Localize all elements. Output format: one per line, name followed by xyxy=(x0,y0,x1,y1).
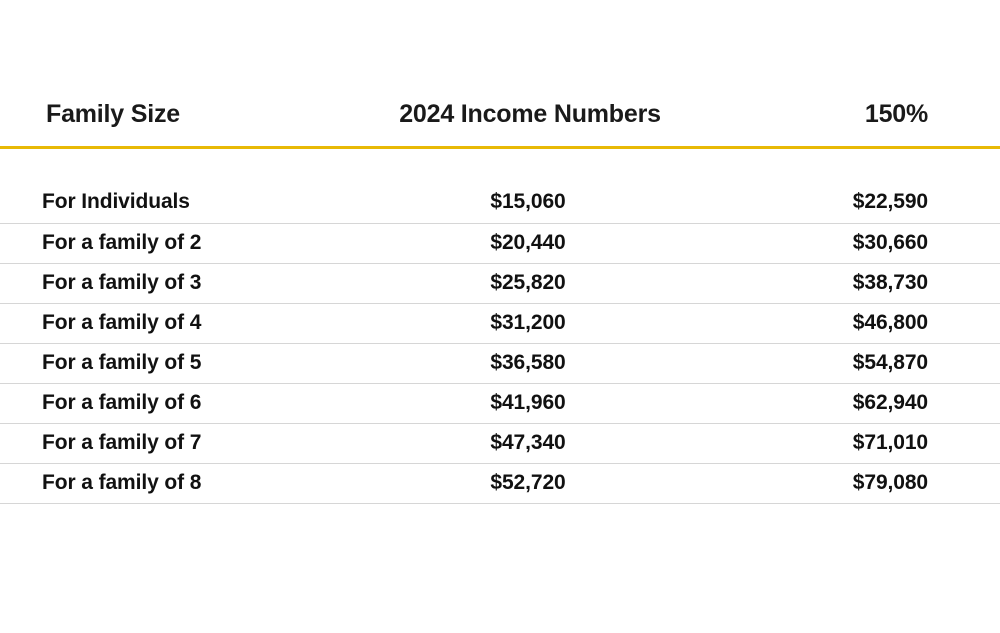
row-label: For Individuals xyxy=(0,183,330,224)
row-percent: $46,800 xyxy=(720,304,1000,344)
row-percent: $79,080 xyxy=(720,464,1000,504)
table-row xyxy=(0,384,1000,424)
table-row xyxy=(0,183,1000,224)
header-row xyxy=(0,100,1000,145)
table-row xyxy=(0,224,1000,264)
income-guidelines-table xyxy=(0,100,1000,504)
row-income: $15,060 xyxy=(330,183,720,224)
column-header-percent: 150% xyxy=(864,100,928,128)
row-percent: $71,010 xyxy=(720,424,1000,464)
row-percent: $54,870 xyxy=(720,344,1000,384)
row-label: For a family of 5 xyxy=(0,344,330,384)
table-row xyxy=(0,264,1000,304)
row-percent: $62,940 xyxy=(720,384,1000,424)
row-percent: $22,590 xyxy=(720,183,1000,224)
row-income: $52,720 xyxy=(330,464,720,504)
row-label: For a family of 7 xyxy=(0,424,330,464)
row-income: $25,820 xyxy=(330,264,720,304)
row-income: $41,960 xyxy=(330,384,720,424)
row-income: $36,580 xyxy=(330,344,720,384)
row-label: For a family of 6 xyxy=(0,384,330,424)
row-label: For a family of 3 xyxy=(0,264,330,304)
table-body xyxy=(0,149,1000,504)
income-table-container xyxy=(0,100,1000,504)
row-income: $47,340 xyxy=(330,424,720,464)
body-top-spacer xyxy=(0,149,1000,183)
row-label: For a family of 8 xyxy=(0,464,330,504)
column-header-income-numbers: 2024 Income Numbers xyxy=(399,100,661,128)
table-header xyxy=(0,100,1000,149)
row-percent: $30,660 xyxy=(720,224,1000,264)
table-row xyxy=(0,344,1000,384)
row-label: For a family of 2 xyxy=(0,224,330,264)
table-row xyxy=(0,464,1000,504)
row-income: $20,440 xyxy=(330,224,720,264)
row-percent: $38,730 xyxy=(720,264,1000,304)
table-row xyxy=(0,424,1000,464)
row-income: $31,200 xyxy=(330,304,720,344)
table-row xyxy=(0,304,1000,344)
column-header-family-size: Family Size xyxy=(46,100,180,128)
row-label: For a family of 4 xyxy=(0,304,330,344)
